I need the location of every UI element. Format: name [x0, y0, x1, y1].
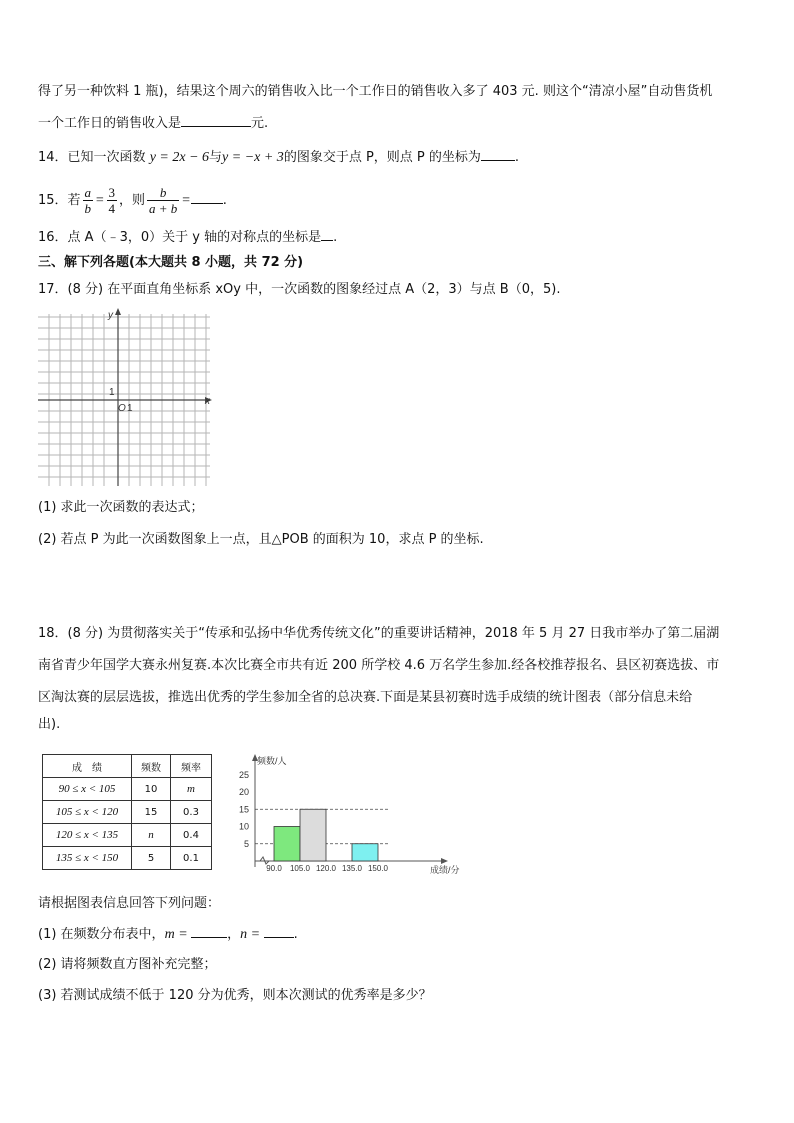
q16-end: . [333, 230, 338, 245]
q18-line2: 南省青少年国学大赛永州复赛.本次比赛全市共有近 200 所学校 4.6 万名学生参加.经各校推荐报名、县区初赛选拔、市 [38, 658, 720, 673]
table-cell: 105 ≤ x < 120 [43, 801, 132, 824]
fraction-b-over-apb: $\frac{b}{a + b}$ [149, 185, 178, 216]
q17-part2: (2) 若点 P 为此一次函数图象上一点，且△POB 的面积为 10，求点 P 的坐标. [38, 532, 484, 547]
q18-part3: (3) 若测试成绩不低于 120 分为优秀，则本次测试的优秀率是多少？ [38, 988, 432, 1003]
q14-func1: y = 2x − 6 [149, 150, 210, 165]
section-heading: 三、解下列各题(本大题共 8 小题，共 72 分) [38, 255, 304, 270]
y-tick-label: 10 [238, 821, 249, 832]
q18-part1 [38, 925, 298, 945]
q13-text: 一个工作日的销售收入是 [38, 116, 182, 131]
q18-intro: 请根据图表信息回答下列问题： [38, 896, 221, 911]
x-tick-label: 120.0 [315, 864, 337, 873]
table-cell: 5 [132, 847, 171, 870]
header-score: 成 绩 [43, 755, 132, 778]
frequency-table [42, 754, 212, 870]
table-row [43, 847, 212, 870]
var-m: m [164, 927, 175, 942]
table-cell: 120 ≤ x < 135 [43, 824, 132, 847]
histogram-bar [300, 809, 326, 861]
y-tick-label: 5 [243, 838, 249, 849]
equals-sign: = [174, 927, 192, 942]
table-row [43, 801, 212, 824]
q14 [38, 148, 519, 168]
x-axis-label: x [205, 396, 210, 407]
table-cell: 90 ≤ x < 105 [43, 778, 132, 801]
q14-end: . [514, 150, 520, 165]
answer-blank[interactable] [321, 228, 333, 241]
comma: ， [227, 927, 241, 942]
answer-blank[interactable] [191, 191, 223, 204]
table-cell: 135 ≤ x < 150 [43, 847, 132, 870]
fraction-a-over-b: $\frac{a}{b}$ [84, 185, 92, 216]
x-tick-1: 1 [127, 403, 133, 414]
q14-pre: 14．已知一次函数 [38, 150, 146, 165]
coordinate-grid [38, 306, 216, 488]
y-axis-arrow [115, 308, 121, 315]
answer-blank[interactable] [481, 148, 515, 161]
x-axis-label: 成绩/分 [430, 865, 460, 875]
q15-pre: 15．若 [38, 193, 81, 208]
q16 [38, 228, 337, 248]
header-rate: 频率 [171, 755, 212, 778]
fraction-3-over-4: $\frac{3}{4}$ [108, 185, 115, 216]
x-tick-label: 105.0 [289, 864, 311, 873]
q18-line3: 区淘汰赛的层层选拔，推选出优秀的学生参加全省的总决赛.下面是某县初赛时选手成绩的统计图表（部分信息未给 [38, 690, 693, 705]
table-cell: 10 [132, 778, 171, 801]
q15 [38, 180, 227, 222]
histogram-chart [228, 750, 468, 878]
q18-line1: 18．(8 分) 为贯彻落实关于“传承和弘扬中华优秀传统文化”的重要讲话精神，2018 年 5 月 27 日我市举办了第二届湖 [38, 626, 720, 641]
y-tick-label: 25 [238, 769, 249, 780]
table-row [43, 824, 212, 847]
q13-line2 [38, 114, 268, 134]
q15-eq2: = [181, 193, 191, 208]
answer-blank-m[interactable] [191, 925, 227, 938]
q14-mid: 与 [209, 150, 223, 165]
q14-post: 的图象交于点 P，则点 P 的坐标为 [283, 150, 481, 165]
q14-func2: y = −x + 3 [222, 150, 284, 165]
q15-mid: ，则 [119, 193, 146, 208]
table-cell: m [171, 778, 212, 801]
table-header [43, 755, 212, 778]
y-tick-label: 20 [238, 787, 249, 797]
equals-sign: = [247, 927, 264, 942]
header-frequency: 频数 [132, 755, 171, 778]
y-axis-label: y [108, 310, 113, 321]
q18-part2: (2) 请将频数直方图补充完整； [38, 957, 217, 972]
x-tick-label: 135.0 [341, 864, 363, 873]
q13-unit: 元. [251, 116, 269, 131]
q17-part1: (1) 求此一次函数的表达式； [38, 500, 204, 515]
q15-end: . [222, 193, 227, 208]
q17-stem: 17．(8 分) 在平面直角坐标系 xOy 中，一次函数的图象经过点 A（2，3）与点 B（0，5). [38, 282, 561, 297]
period: . [293, 927, 298, 942]
table-cell: 15 [132, 801, 171, 824]
table-cell: n [132, 824, 171, 847]
table-cell: 0.3 [171, 801, 212, 824]
var-n: n [240, 927, 248, 942]
x-tick-label: 90.0 [266, 864, 282, 873]
answer-blank-n[interactable] [264, 925, 294, 938]
x-tick-label: 150.0 [367, 864, 389, 873]
q13-line1: 得了另一种饮料 1 瓶)，结果这个周六的销售收入比一个工作日的销售收入多了 403 元. 则这个“清凉小屋”自动售货机 [38, 84, 713, 99]
origin-label: O [118, 403, 126, 414]
y-tick-1: 1 [109, 387, 115, 398]
table-row [43, 778, 212, 801]
q18-line4: 出). [38, 717, 61, 732]
histogram-bar [352, 844, 378, 861]
table-cell: 0.1 [171, 847, 212, 870]
q16-text: 16．点 A（﹣3，0）关于 y 轴的对称点的坐标是 [38, 230, 322, 245]
q15-eq1: = [95, 193, 105, 208]
y-tick-label: 15 [238, 804, 249, 815]
answer-blank[interactable] [181, 114, 251, 127]
table-cell: 0.4 [171, 824, 212, 847]
x-axis-arrow [441, 858, 448, 864]
y-axis-label: 频数/人 [257, 756, 287, 766]
q18-part1-text: (1) 在频数分布表中， [38, 927, 165, 942]
histogram-bar [274, 827, 300, 862]
